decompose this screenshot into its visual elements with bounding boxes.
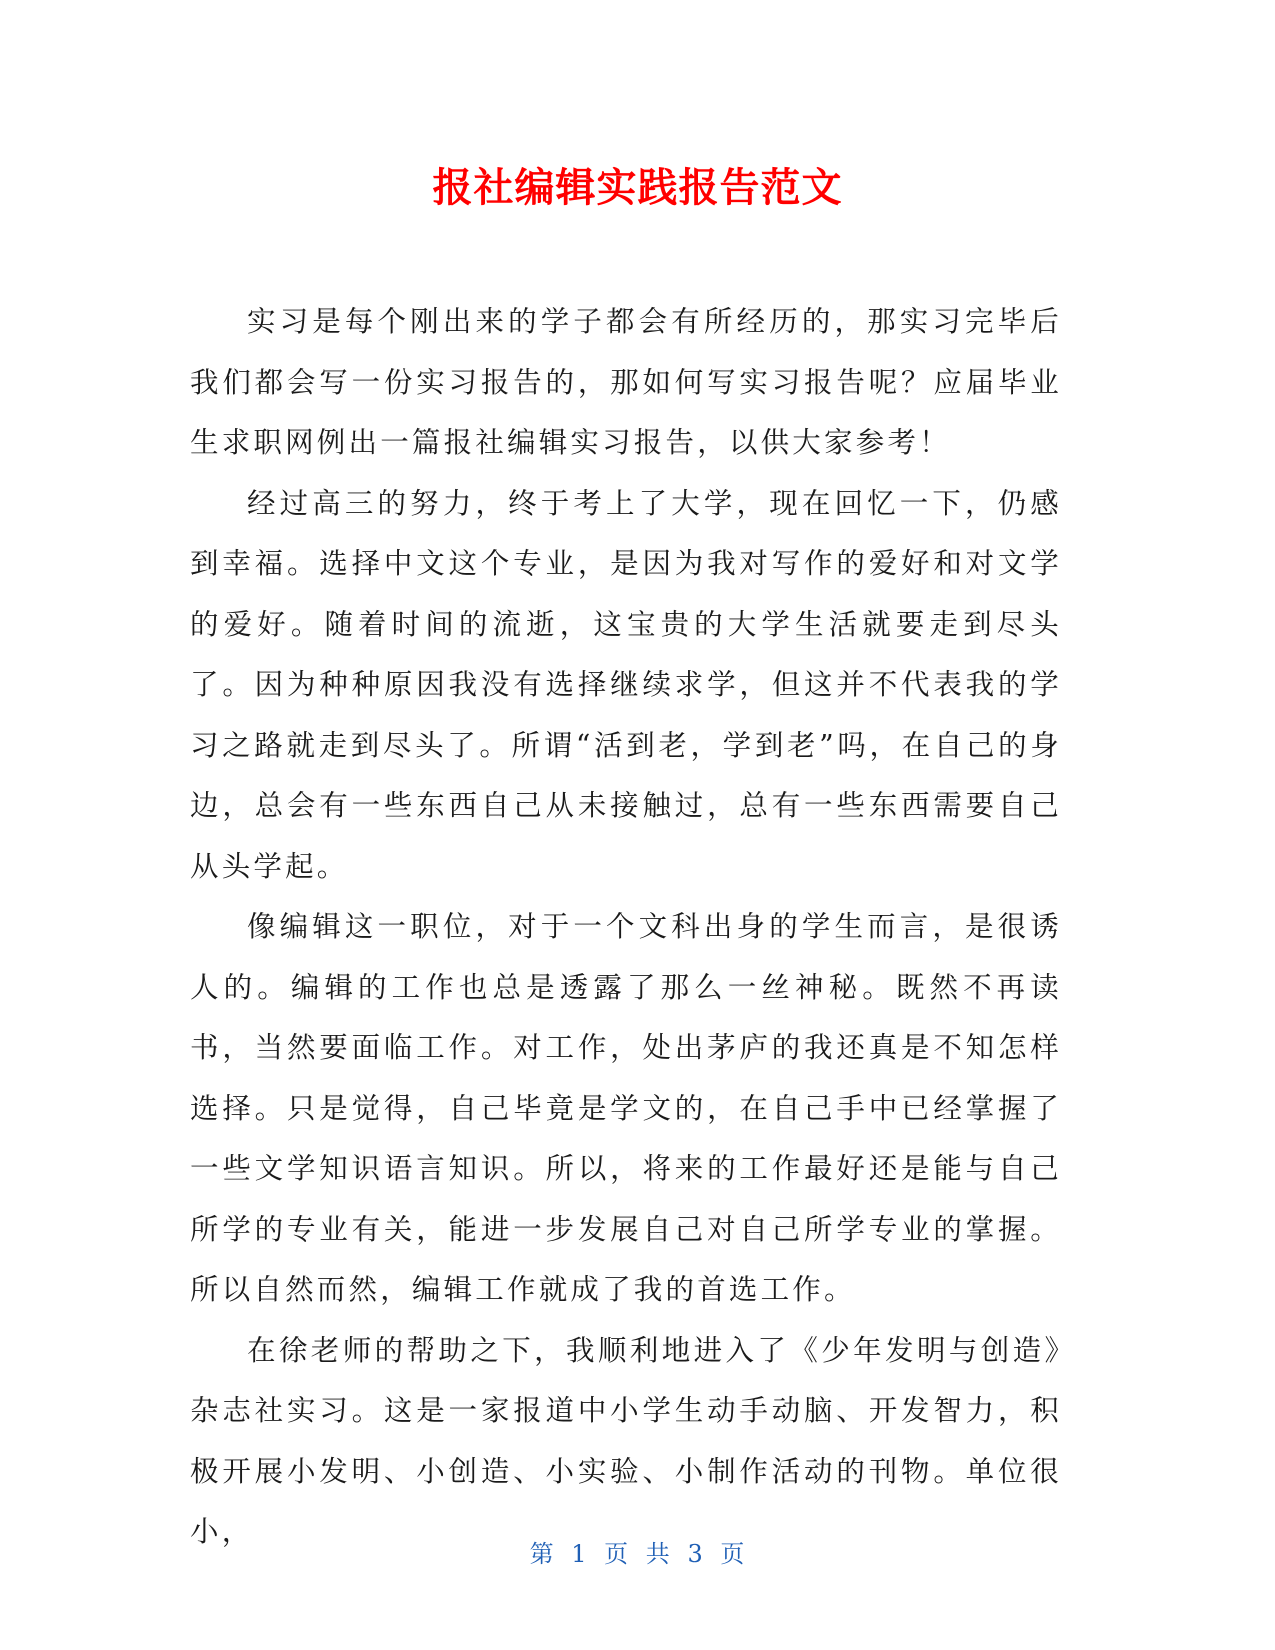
paragraph: 在徐老师的帮助之下，我顺利地进入了《少年发明与创造》杂志社实习。这是一家报道中小学生动手动脑、开发智力，积极开展小发明、小创造、小实验、小制作活动的刊物。单位很小， [190,1333,1062,1548]
paragraph: 实习是每个刚出来的学子都会有所经历的，那实习完毕后我们都会写一份实习报告的，那如何写实习报告呢？应届毕业生求职网例出一篇报社编辑实习报告，以供大家参考！ [190,305,1062,459]
document-title: 报社编辑实践报告范文 [432,165,843,211]
page-number-footer: 第 1 页 共 3 页 [529,1540,746,1568]
document-body [190,292,1062,1563]
paragraph: 像编辑这一职位，对于一个文科出身的学生而言，是很诱人的。编辑的工作也总是透露了那么一丝神秘。既然不再读书，当然要面临工作。对工作，处出茅庐的我还真是不知怎样选择。只是觉得，自己毕竟是学文的，在自己手中已经掌握了一些文学知识语言知识。所以，将来的工作最好还是能与自己所学的专业有关，能进一步发展自己对自己所学专业的掌握。所以自然而然，编辑工作就成了我的首选工作。 [190,910,1062,1306]
paragraph: 经过高三的努力，终于考上了大学，现在回忆一下，仍感到幸福。选择中文这个专业，是因为我对写作的爱好和对文学的爱好。随着时间的流逝，这宝贵的大学生活就要走到尽头了。因为种种原因我没有选择继续求学，但这并不代表我的学习之路就走到尽头了。所谓“活到老，学到老”吗，在自己的身边，总会有一些东西自己从未接触过，总有一些东西需要自己从头学起。 [190,486,1062,883]
